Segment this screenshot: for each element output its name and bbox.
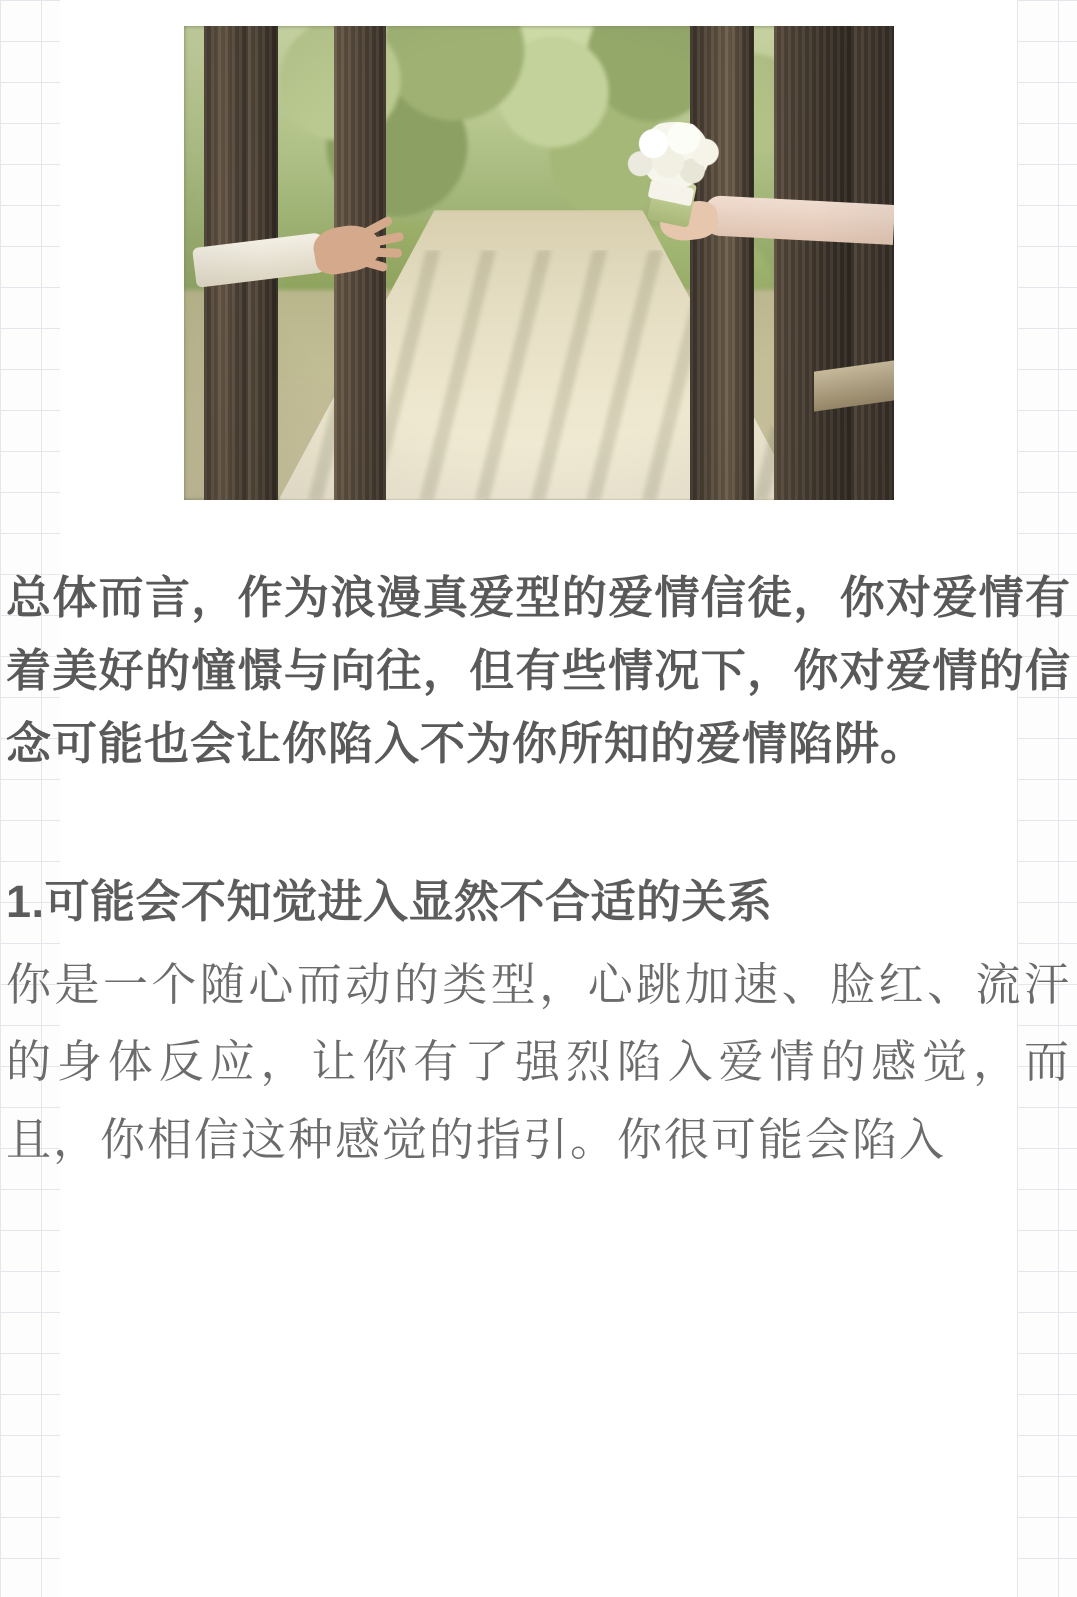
article-hero-image xyxy=(184,26,894,500)
section-heading-text: 可能会不知觉进入显然不合适的关系 xyxy=(44,875,773,927)
lead-paragraph: 总体而言，作为浪漫真爱型的爱情信徒，你对爱情有着美好的憧憬与向往，但有些情况下，你对爱情的信念可能也会让你陷入不为你所知的爱情陷阱。 xyxy=(6,572,1071,769)
photo-vignette xyxy=(184,26,894,500)
section-body-paragraph: 你是一个随心而动的类型，心跳加速、脸红、流汗的身体反应，让你有了强烈陷入爱情的感觉，而且，你相信这种感觉的指引。你很可能会陷入 xyxy=(6,958,1071,1165)
photo-scene xyxy=(184,26,894,500)
section-number: 1. xyxy=(6,875,45,927)
section-heading xyxy=(0,869,1077,934)
